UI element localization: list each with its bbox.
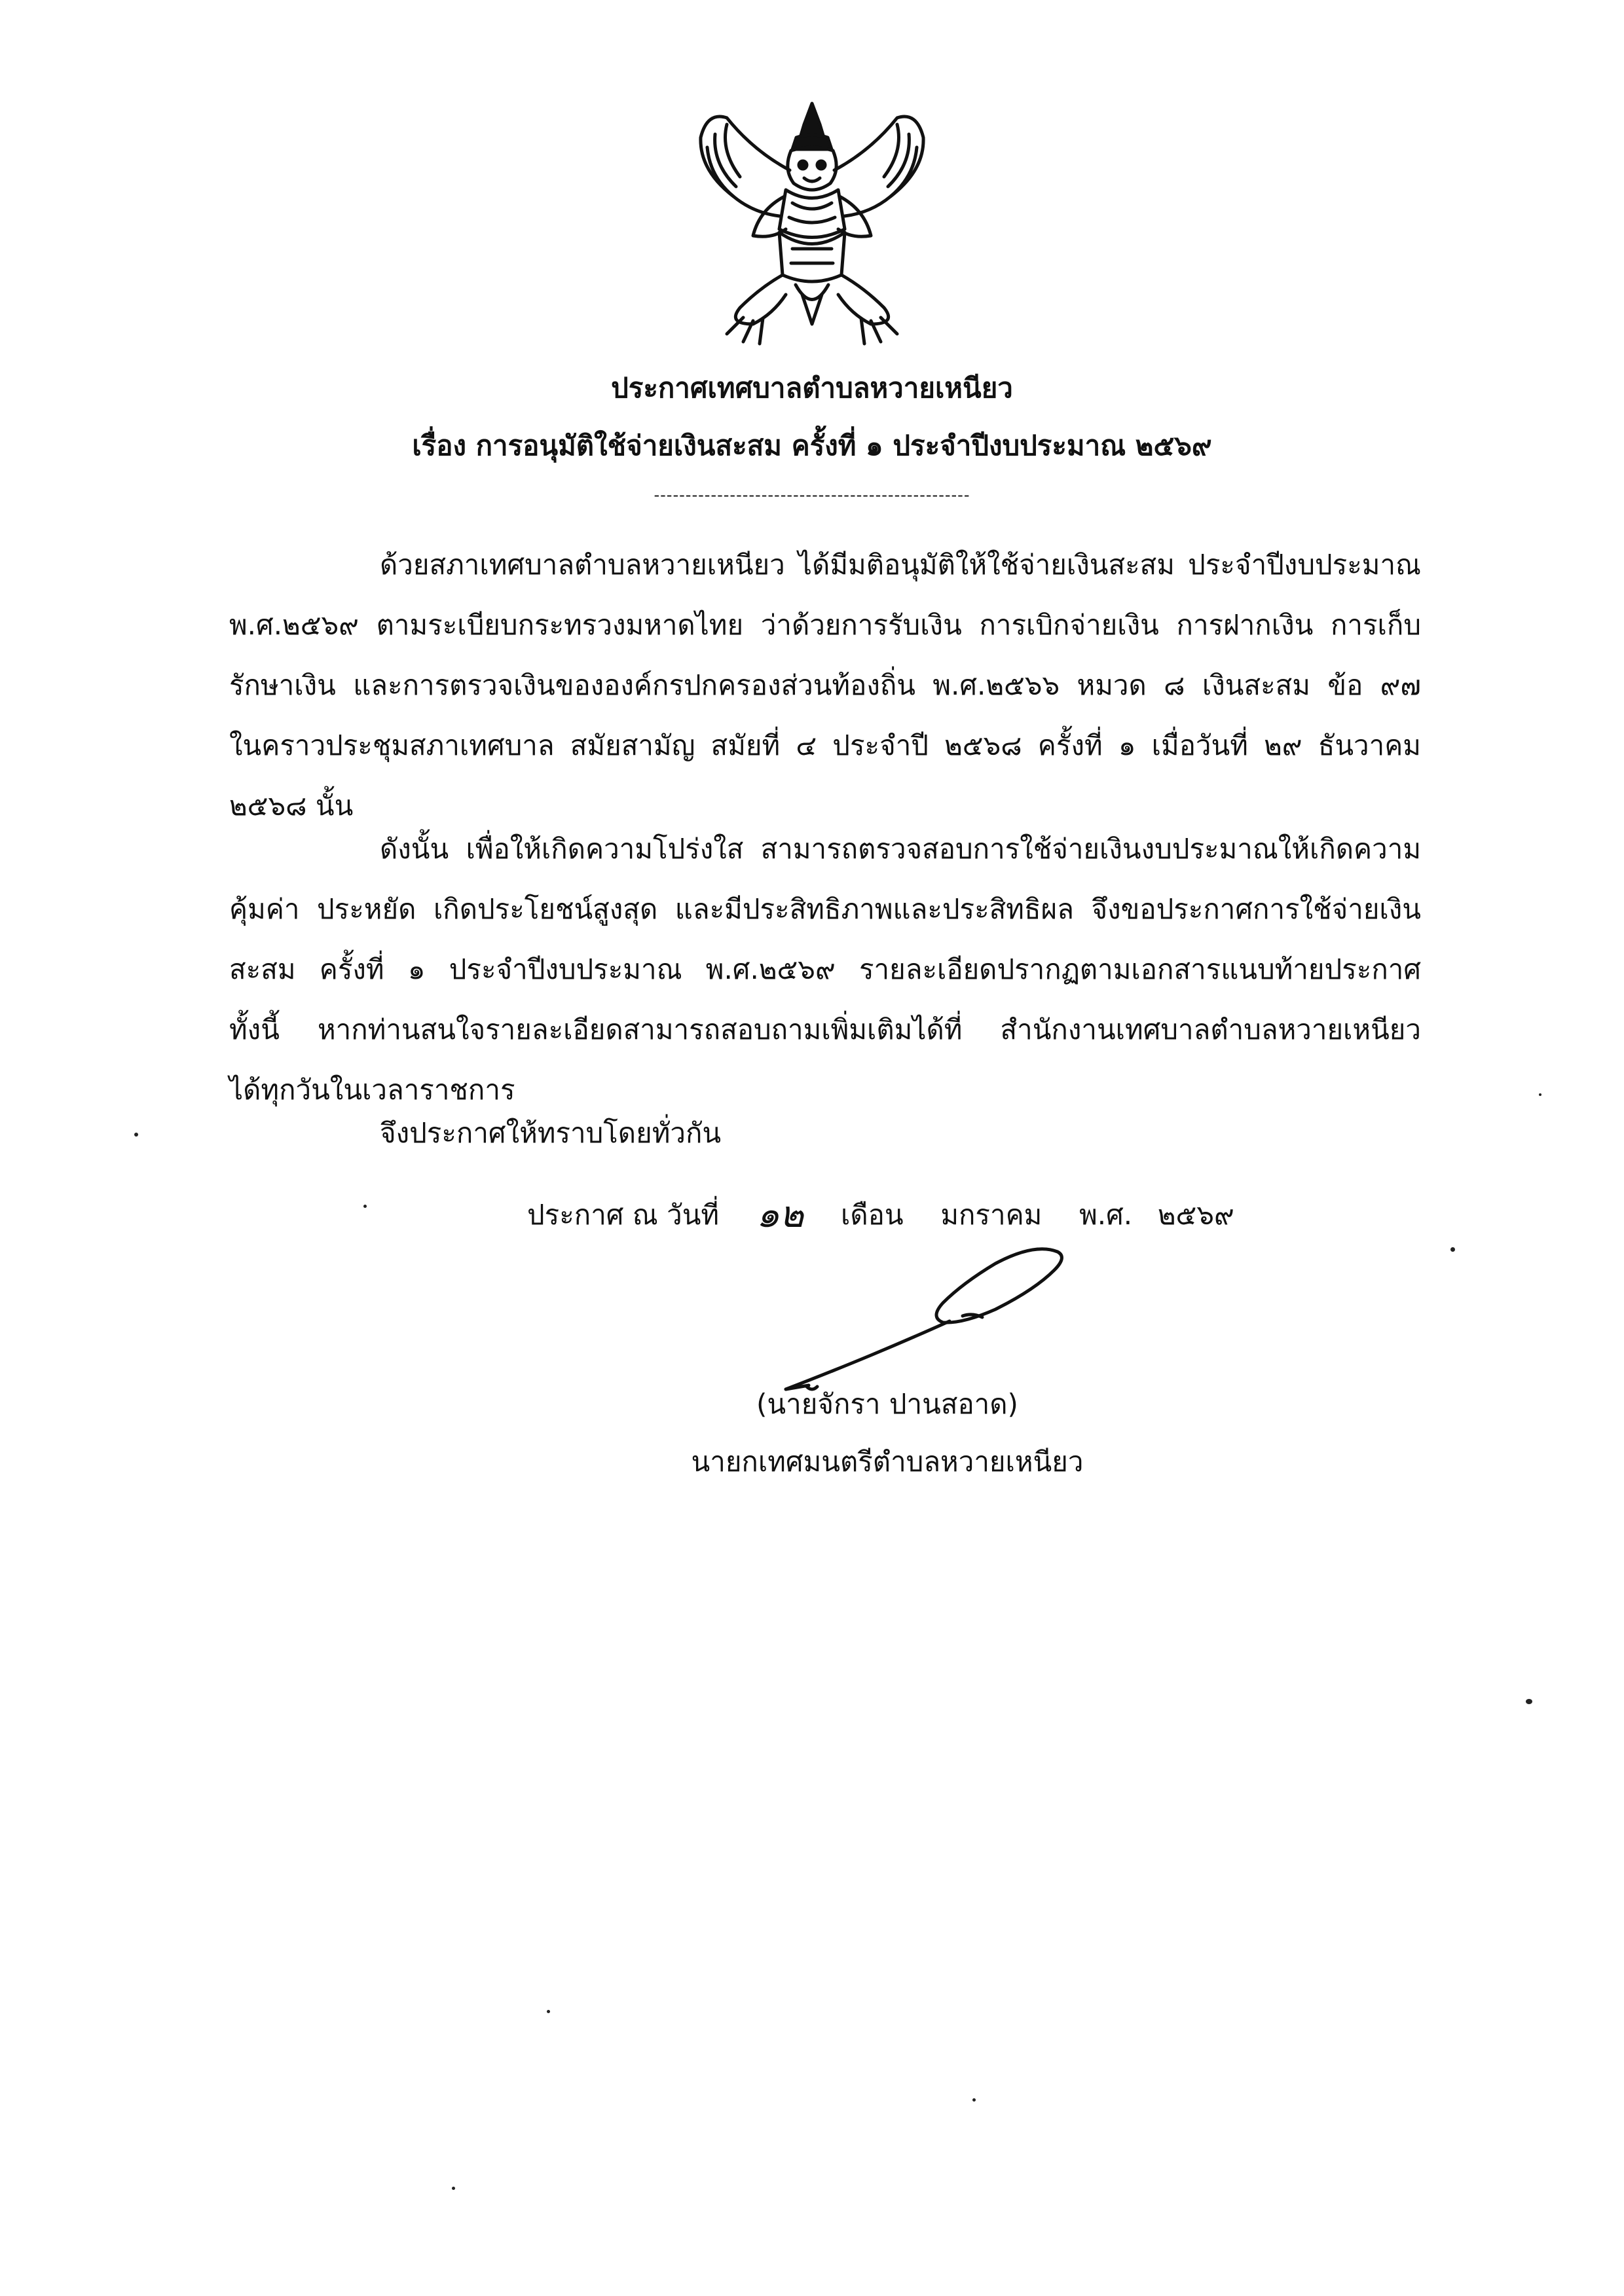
handwritten-signature-icon	[747, 1237, 1087, 1408]
scan-speck	[452, 2187, 455, 2190]
scan-speck	[134, 1133, 138, 1137]
scan-speck	[363, 1205, 367, 1208]
paragraph-1-line-1: ด้วยสภาเทศบาลตำบลหวายเหนียว ได้มีมติอนุมัติให้ใช้จ่ายเงินสะสม ประจำปีงบประมาณ	[380, 549, 1421, 581]
paragraph-2-line-5: ได้ทุกวันในเวลาราชการ	[229, 1074, 515, 1106]
date-prefix: ประกาศ ณ วันที่	[527, 1199, 720, 1231]
date-year: ๒๕๖๙	[1157, 1199, 1234, 1231]
date-month: มกราคม	[940, 1199, 1043, 1231]
date-year-label: พ.ศ.	[1079, 1199, 1133, 1231]
paragraph-2-line-2: คุ้มค่า ประหยัด เกิดประโยชน์สูงสุด และมีประสิทธิภาพและประสิทธิผล จึงขอประกาศการใช้จ่ายเงิน	[229, 893, 1421, 925]
scan-speck	[1450, 1247, 1455, 1252]
paragraph-2-line-4: ทั้งนี้ หากท่านสนใจรายละเอียดสามารถสอบถามเพิ่มเติมได้ที่ สำนักงานเทศบาลตำบลหวายเหนียว	[229, 1013, 1421, 1046]
scan-speck	[547, 2010, 550, 2013]
paragraph-2-line-3: สะสม ครั้งที่ ๑ ประจำปีงบประมาณ พ.ศ.๒๕๖๙ รายละเอียดปรากฏตามเอกสารแนบท้ายประกาศ	[229, 953, 1421, 985]
paragraph-1-line-3: รักษาเงิน และการตรวจเงินขององค์กรปกครองส่วนท้องถิ่น พ.ศ.๒๕๖๖ หมวด ๘ เงินสะสม ข้อ ๙๗	[229, 669, 1421, 701]
garuda-emblem-icon	[681, 98, 943, 357]
date-day: ๑๒	[756, 1194, 804, 1236]
scan-speck	[972, 2098, 976, 2102]
title-divider: --------------------------------------------------	[654, 486, 970, 504]
scan-speck	[1526, 1699, 1532, 1704]
scan-speck	[1539, 1093, 1541, 1096]
signatory-position: นายกเทศมนตรีตำบลหวายเหนียว	[691, 1446, 1084, 1478]
signatory-name: (นายจักรา ปานสอาด)	[756, 1388, 1018, 1420]
announcement-subject: เรื่อง การอนุมัติใช้จ่ายเงินสะสม ครั้งที่ ๑ ประจำปีงบประมาณ ๒๕๖๙	[412, 429, 1212, 462]
paragraph-1-line-5: ๒๕๖๘ นั้น	[229, 790, 354, 822]
paragraph-2-line-1: ดังนั้น เพื่อให้เกิดความโปร่งใส สามารถตรวจสอบการใช้จ่ายเงินงบประมาณให้เกิดความ	[380, 833, 1421, 865]
paragraph-1-line-2: พ.ศ.๒๕๖๙ ตามระเบียบกระทรวงมหาดไทย ว่าด้วยการรับเงิน การเบิกจ่ายเงิน การฝากเงิน การเก็บ	[229, 609, 1421, 641]
date-month-label: เดือน	[841, 1199, 904, 1231]
closing-statement: จึงประกาศให้ทราบโดยทั่วกัน	[380, 1117, 722, 1149]
announcement-title: ประกาศเทศบาลตำบลหวายเหนียว	[611, 372, 1013, 404]
announcement-date	[527, 1185, 1234, 1243]
paragraph-1-line-4: ในคราวประชุมสภาเทศบาล สมัยสามัญ สมัยที่ ๔ ประจำปี ๒๕๖๘ ครั้งที่ ๑ เมื่อวันที่ ๒๙ ธันวาคม	[229, 729, 1421, 761]
